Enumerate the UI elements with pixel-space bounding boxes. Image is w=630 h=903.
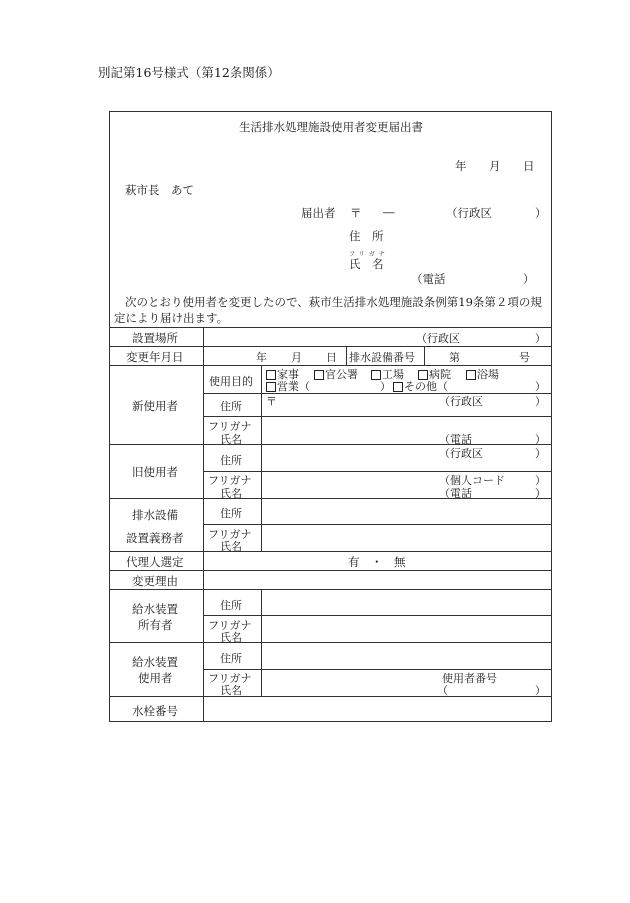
change-date-year: 年: [256, 351, 267, 364]
new-user-phone-open: （電話: [439, 433, 472, 446]
supply-user-label-2: 使用者: [138, 671, 173, 685]
old-user-personal-code-open: （個人コード: [439, 474, 505, 487]
date-month-label: 月: [489, 159, 501, 173]
old-user-phone-open: （電話: [439, 487, 472, 500]
agent-options[interactable]: 有 ・ 無: [348, 555, 406, 569]
supply-user-label-1: 給水装置: [132, 655, 178, 669]
new-user-postal-mark: 〒: [266, 395, 277, 408]
drainage-obligor-address-label: 住所: [220, 507, 242, 520]
purpose-option[interactable]: 家事: [266, 366, 299, 382]
installation-district-open: （行政区: [416, 332, 460, 345]
supply-user-number-open: （: [437, 684, 448, 697]
supply-owner-name-label: 氏名: [220, 631, 242, 644]
supply-user-furigana: フリガナ: [208, 672, 252, 685]
notifier-name-label: 氏 名: [349, 257, 384, 271]
supply-user-number-label: 使用者番号: [442, 672, 497, 685]
new-user-furigana: フリガナ: [208, 420, 252, 433]
purpose-option[interactable]: 工場: [371, 366, 404, 382]
new-user-district-close: ）: [535, 395, 546, 408]
declaration-text: 次のとおり使用者を変更したので、萩市生活排水処理施設条例第19条第２項の規定により届け出ます。: [114, 295, 542, 325]
date-day-label: 日: [523, 159, 535, 173]
purpose-option[interactable]: 浴場: [466, 366, 499, 382]
purpose-option[interactable]: 官公署: [314, 366, 358, 382]
drainage-obligor-furigana: フリガナ: [208, 528, 252, 541]
old-user-label: 旧使用者: [132, 465, 178, 479]
drainage-obligor-label-1: 排水設備: [132, 508, 178, 522]
change-reason-label: 変更理由: [132, 574, 178, 588]
purpose-business-close: ）: [380, 380, 391, 393]
notifier-phone-open: （電話: [411, 272, 446, 286]
drainage-obligor-name-label: 氏名: [220, 540, 242, 553]
supply-owner-label-2: 所有者: [138, 618, 173, 632]
notifier-address-label: 住 所: [349, 229, 384, 243]
form-title: 生活排水処理施設使用者変更届出書: [239, 120, 423, 134]
old-user-district-close: ）: [535, 447, 546, 460]
checkbox-icon: [466, 370, 476, 380]
drain-number-dai: 第: [449, 351, 460, 364]
old-user-name-label: 氏名: [220, 487, 242, 500]
purpose-option-business[interactable]: 営業（: [266, 378, 310, 394]
new-user-name-label: 氏名: [220, 433, 242, 446]
supply-user-number-close: ）: [535, 684, 546, 697]
notifier-district-close: ）: [535, 206, 547, 220]
old-user-phone-close: ）: [535, 487, 546, 500]
notifier-postal-mark: 〒: [350, 206, 362, 220]
supply-owner-furigana: フリガナ: [208, 619, 252, 632]
purpose-option-other[interactable]: その他（: [393, 378, 448, 394]
new-user-district-open: （行政区: [439, 395, 483, 408]
hydrant-number-label: 水栓番号: [132, 704, 178, 718]
purpose-option[interactable]: 病院: [418, 366, 451, 382]
notifier-phone-close: ）: [523, 272, 535, 286]
drain-number-go: 号: [519, 351, 530, 364]
drain-number-label: 排水設備番号: [349, 351, 415, 364]
form-caption: 別記第16号様式（第12条関係）: [98, 65, 280, 80]
date-year-label: 年: [455, 159, 467, 173]
supply-owner-label-1: 給水装置: [132, 602, 178, 616]
old-user-district-open: （行政区: [439, 447, 483, 460]
checkbox-icon: [266, 382, 276, 392]
purpose-other-close: ）: [535, 380, 546, 393]
old-user-furigana: フリガナ: [208, 474, 252, 487]
old-user-personal-code-close: ）: [535, 474, 546, 487]
notifier-postal-dash: ―: [383, 205, 395, 219]
supply-user-address-label: 住所: [220, 652, 242, 665]
checkbox-icon: [314, 370, 324, 380]
supply-user-name-label: 氏名: [220, 684, 242, 697]
new-user-label: 新使用者: [132, 399, 178, 413]
notifier-district-open: （行政区: [446, 206, 492, 220]
old-user-address-label: 住所: [220, 454, 242, 467]
new-user-address-label: 住所: [220, 400, 242, 413]
checkbox-icon: [393, 382, 403, 392]
notifier-label: 届出者: [301, 206, 336, 220]
installation-district-close: ）: [535, 332, 546, 345]
installation-place-label: 設置場所: [132, 331, 178, 345]
drainage-obligor-label-2: 設置義務者: [126, 531, 184, 545]
notifier-furigana: フリガナ: [349, 251, 389, 258]
change-date-day: 日: [326, 351, 337, 364]
supply-owner-address-label: 住所: [220, 599, 242, 612]
purpose-label: 使用目的: [209, 375, 253, 388]
new-user-phone-close: ）: [535, 433, 546, 446]
addressee: 萩市長 あて: [125, 183, 194, 197]
change-date-month: 月: [291, 351, 302, 364]
change-date-label: 変更年月日: [126, 350, 184, 364]
agent-label: 代理人選定: [126, 555, 184, 569]
